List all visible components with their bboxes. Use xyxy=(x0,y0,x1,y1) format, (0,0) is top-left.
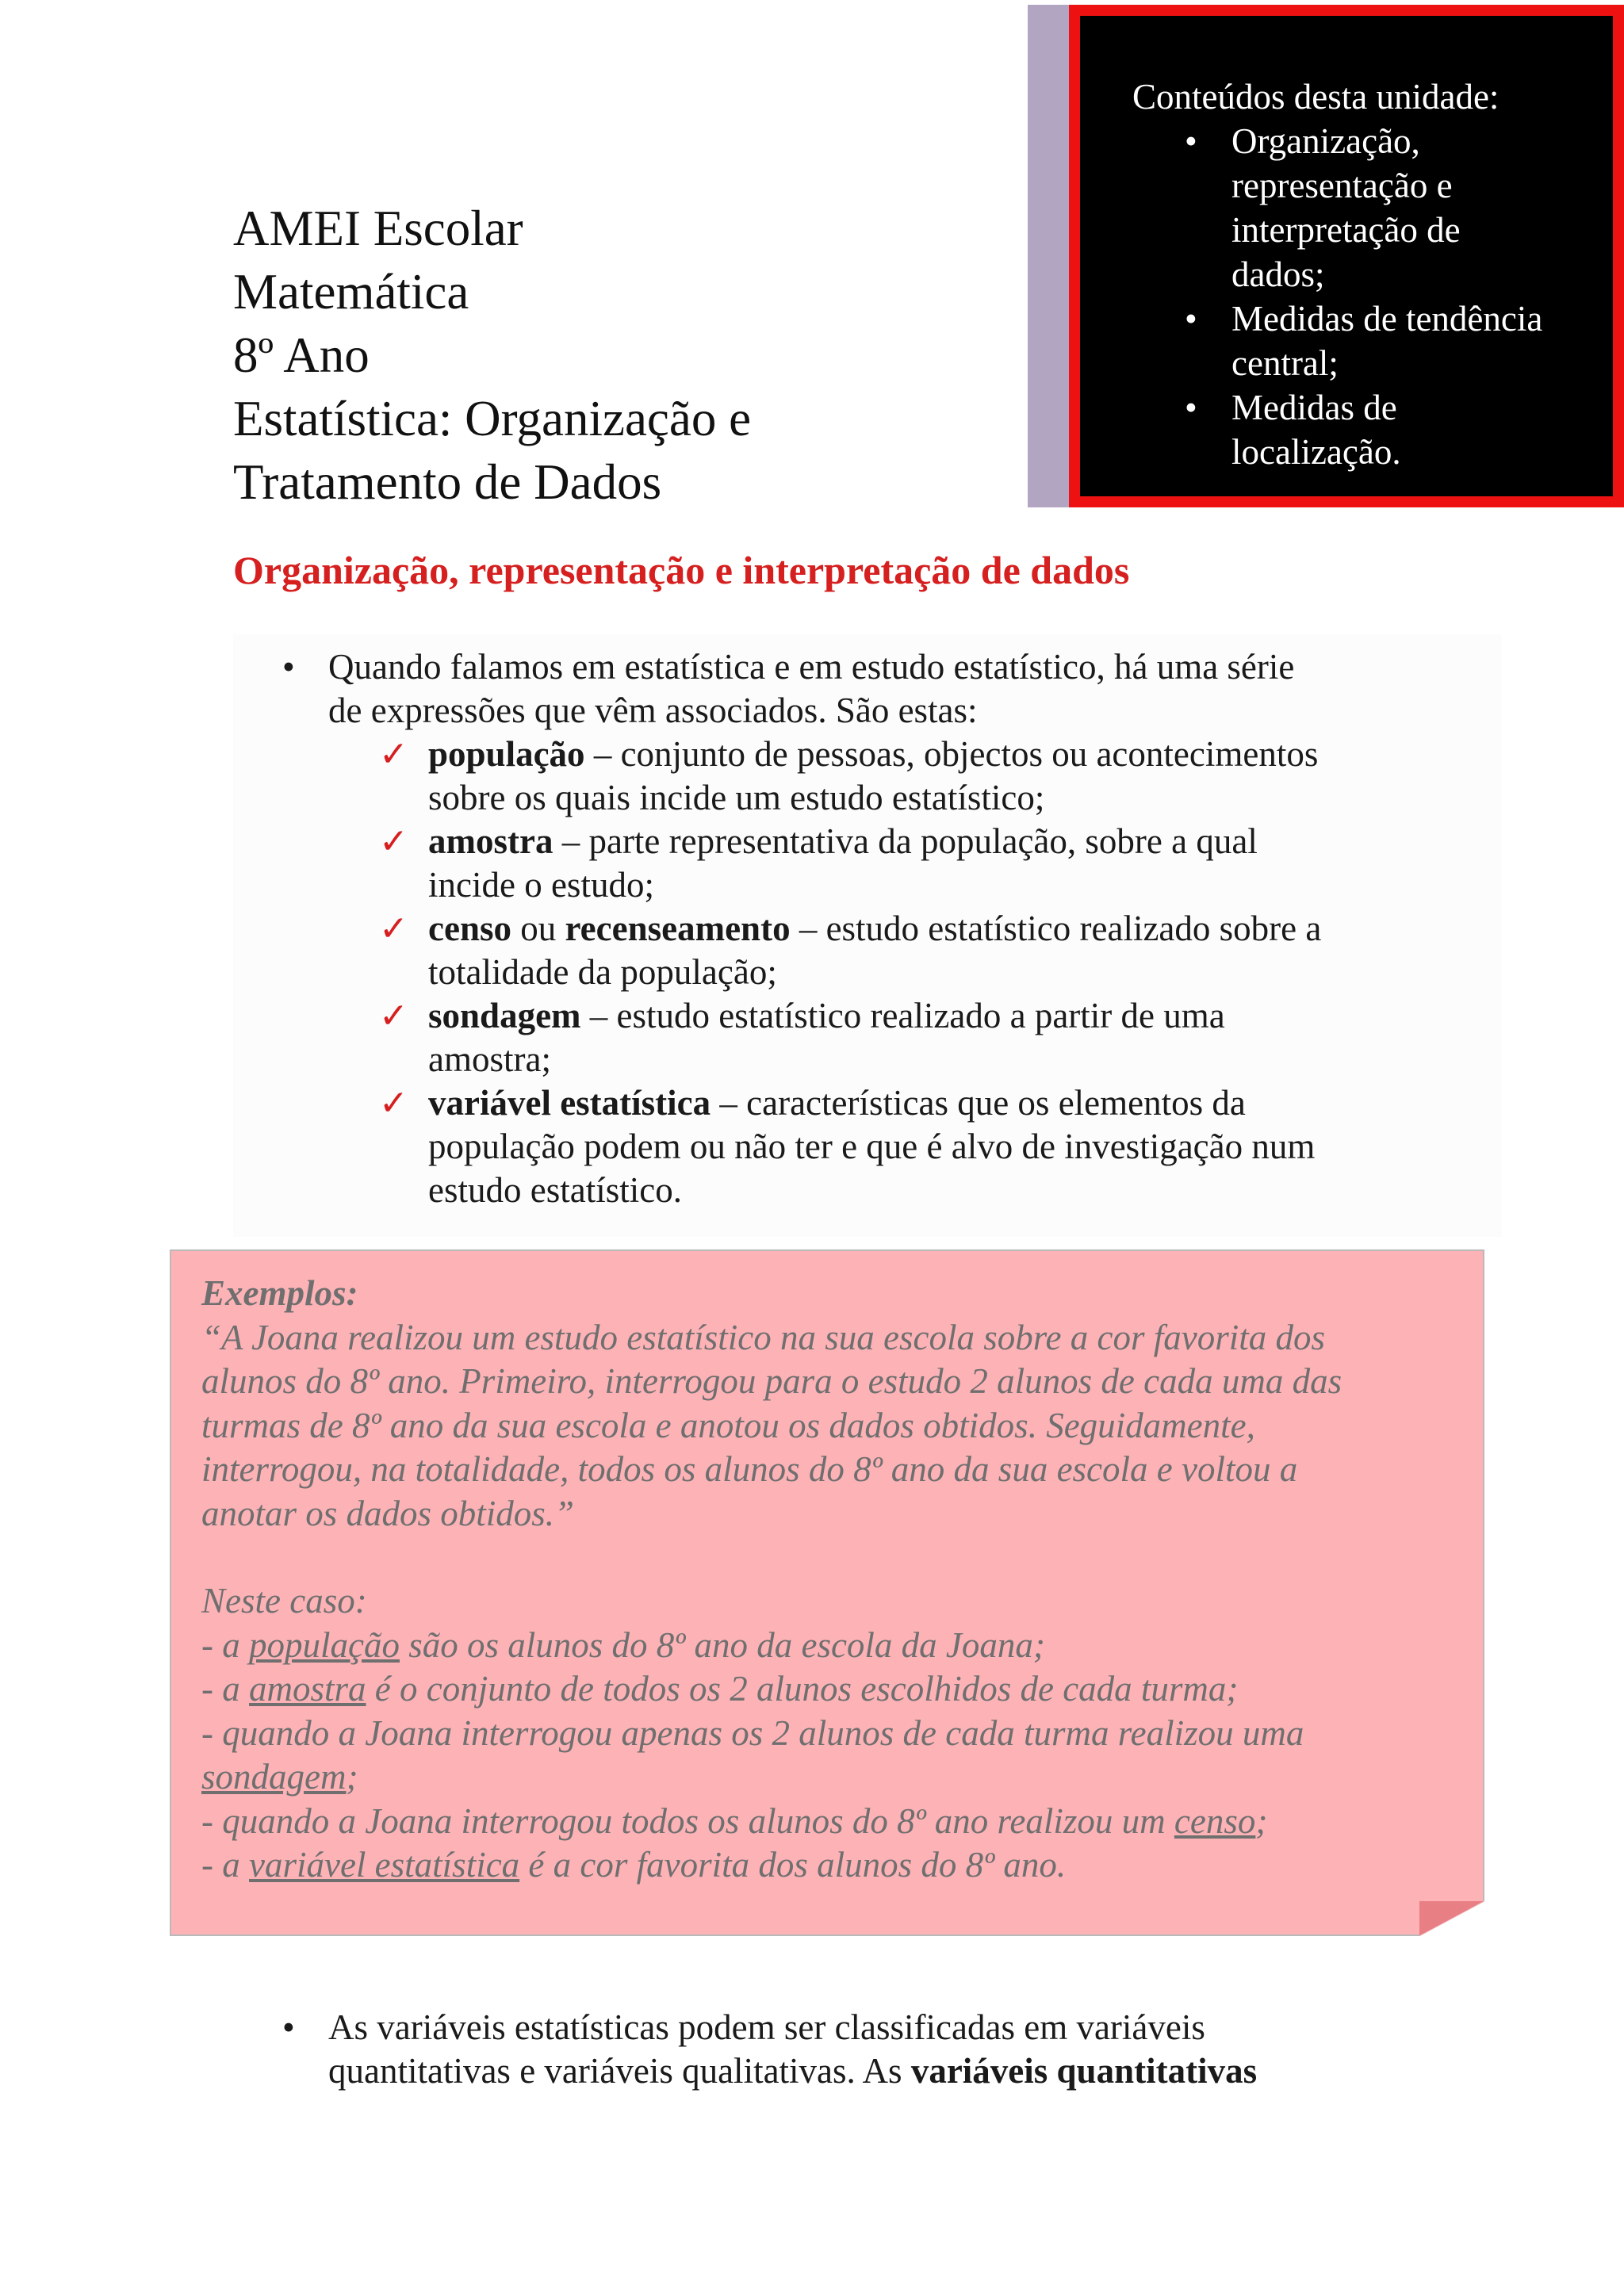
term-label: recenseamento xyxy=(565,909,791,948)
closing-line: As variáveis estatísticas podem ser classificadas em variáveis xyxy=(328,2007,1205,2047)
section-heading: Organização, representação e interpretação de dados xyxy=(233,548,1130,592)
case-label: Neste caso: xyxy=(201,1581,367,1621)
term-item-populacao: ✓ população – conjunto de pessoas, objectos ou acontecimentos sobre os quais incide um estudo estatístico; xyxy=(379,734,1319,817)
case-line: - quando a Joana interrogou todos os alunos do 8º ano realizou um censo; xyxy=(201,1800,1268,1841)
check-icon: ✓ xyxy=(379,821,408,862)
contents-title: Conteúdos desta unidade: xyxy=(1132,77,1500,117)
title-line-topic-cont: Tratamento de Dados xyxy=(233,454,662,510)
check-icon: ✓ xyxy=(379,909,408,949)
example-quote-line: interrogou, na totalidade, todos os alunos do 8º ano da sua escola e voltou a xyxy=(201,1449,1298,1489)
example-quote-line: “A Joana realizou um estudo estatístico na sua escola sobre a cor favorita dos xyxy=(201,1317,1326,1357)
page-curl-corner xyxy=(1419,1901,1484,1936)
title-line-grade: 8º Ano xyxy=(233,327,370,383)
contents-item: • Organização, representação e interpretação de dados; xyxy=(1132,119,1597,297)
intro-bullet xyxy=(282,645,1407,1212)
example-quote-line: turmas de 8º ano da sua escola e anotou os dados obtidos. Seguidamente, xyxy=(201,1405,1255,1445)
examples-note xyxy=(170,1249,1484,1936)
check-icon: ✓ xyxy=(379,1083,408,1123)
closing-line: quantitativas e variáveis qualitativas. As variáveis quantitativas xyxy=(328,2051,1258,2091)
term-label: amostra xyxy=(428,821,553,861)
term-label: população xyxy=(428,734,585,774)
case-line: - a amostra é o conjunto de todos os 2 alunos escolhidos de cada turma; xyxy=(201,1669,1239,1709)
example-quote-line: alunos do 8º ano. Primeiro, interrogou para o estudo 2 alunos de cada uma das xyxy=(201,1361,1342,1401)
term-item-censo: ✓ censo ou recenseamento – estudo estatístico realizado sobre a totalidade da população; xyxy=(379,909,1322,992)
terms-list xyxy=(328,733,1407,1212)
case-line: - a variável estatística é a cor favorita dos alunos do 8º ano. xyxy=(201,1845,1067,1885)
check-icon: ✓ xyxy=(379,734,408,775)
term-label: censo xyxy=(428,909,511,948)
bullet-icon: • xyxy=(282,2007,295,2047)
term-label: variável estatística xyxy=(428,1083,711,1123)
intro-line: Quando falamos em estatística e em estudo estatístico, há uma série xyxy=(328,647,1295,687)
unit-contents-box xyxy=(1069,5,1624,507)
case-line: - a população são os alunos do 8º ano da escola da Joana; xyxy=(201,1624,1045,1665)
examples-title: Exemplos: xyxy=(201,1273,358,1313)
case-line: - quando a Joana interrogou apenas os 2 alunos de cada turma realizou uma xyxy=(201,1712,1304,1753)
title-line-subject: Matemática xyxy=(233,264,469,320)
contents-item: • Medidas de localização. xyxy=(1132,385,1597,474)
term-item-variavel: ✓ variável estatística – características que os elementos da população podem ou não ter e que é alvo de investigação num estudo estatístico. xyxy=(379,1083,1316,1210)
term-item-amostra: ✓ amostra – parte representativa da população, sobre a qual incide o estudo; xyxy=(379,821,1258,905)
contents-list xyxy=(1132,119,1597,474)
title-line-topic: Estatística: Organização e xyxy=(233,391,752,446)
case-line: sondagem; xyxy=(201,1757,358,1797)
title-line-school: AMEI Escolar xyxy=(233,201,523,256)
contents-side-strip xyxy=(1028,5,1069,507)
intro-line: de expressões que vêm associados. São estas: xyxy=(328,691,978,730)
example-quote-line: anotar os dados obtidos.” xyxy=(201,1493,575,1533)
document-title xyxy=(233,197,751,514)
term-item-sondagem: ✓ sondagem – estudo estatístico realizado a partir de uma amostra; xyxy=(379,996,1225,1079)
term-label: sondagem xyxy=(428,996,581,1035)
contents-item: • Medidas de tendência central; xyxy=(1132,297,1597,385)
bullet-icon: • xyxy=(282,647,295,687)
closing-bullet xyxy=(282,2006,1391,2093)
check-icon: ✓ xyxy=(379,996,408,1036)
